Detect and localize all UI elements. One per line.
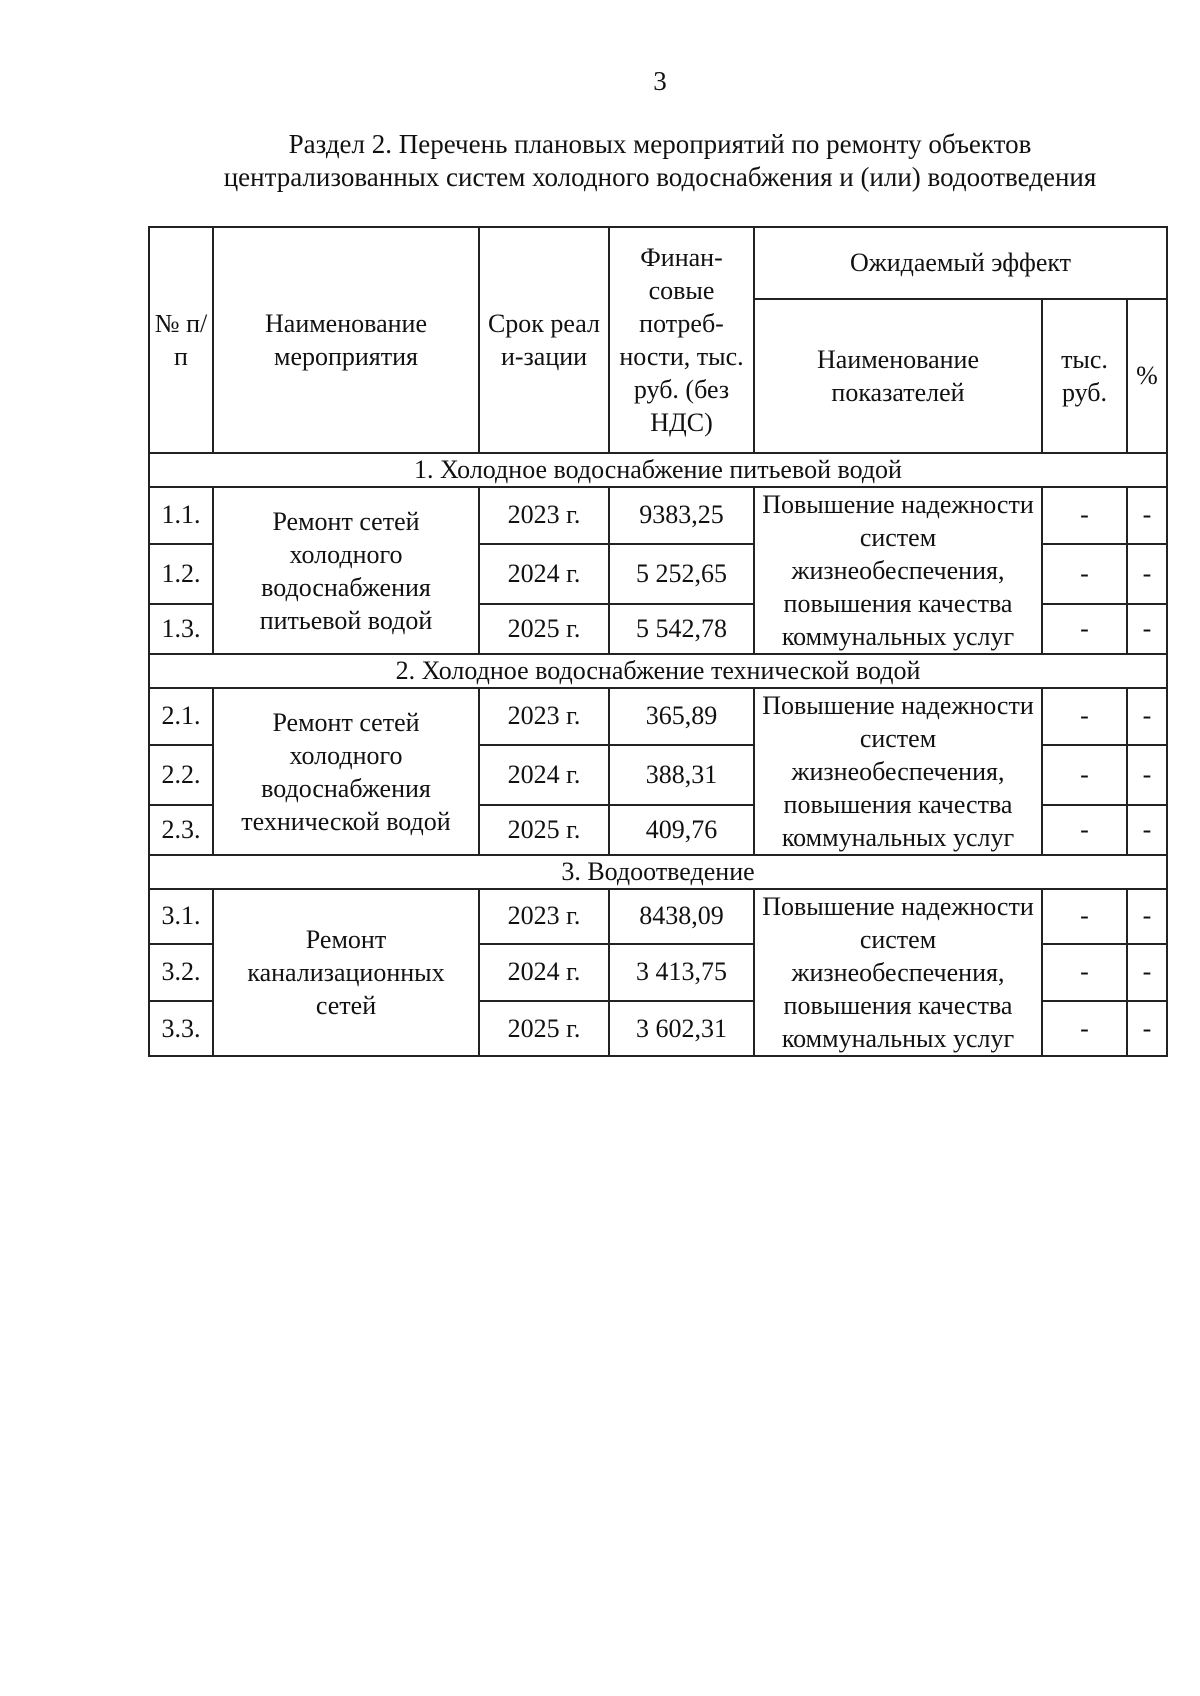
header-indicator-name: Наименование показателей <box>754 299 1042 453</box>
row-term: 2025 г. <box>479 1001 609 1056</box>
row-term: 2024 г. <box>479 944 609 1002</box>
header-percent: % <box>1127 299 1167 453</box>
section-title-line-1: Раздел 2. Перечень плановых мероприятий по ремонту объектов <box>288 129 1032 159</box>
row-term: 2025 г. <box>479 604 609 654</box>
row-finance: 3 602,31 <box>609 1001 754 1056</box>
table-row <box>149 688 1167 745</box>
measure-name-cell: Ремонт сетей холодного водоснабжения питьевой водой <box>213 487 479 654</box>
table-row <box>149 487 1167 544</box>
table-header-row <box>149 227 1167 299</box>
row-percent: - <box>1127 745 1167 805</box>
row-percent: - <box>1127 944 1167 1002</box>
row-finance: 5 542,78 <box>609 604 754 654</box>
row-thousand: - <box>1042 745 1127 805</box>
row-percent: - <box>1127 1001 1167 1056</box>
section-row <box>149 855 1167 889</box>
row-thousand: - <box>1042 944 1127 1002</box>
row-num: 3.3. <box>149 1001 213 1056</box>
row-num: 1.2. <box>149 544 213 604</box>
page-number: 3 <box>653 66 667 96</box>
table-row <box>149 889 1167 944</box>
row-term: 2025 г. <box>479 805 609 855</box>
row-num: 3.1. <box>149 889 213 944</box>
row-finance: 8438,09 <box>609 889 754 944</box>
row-percent: - <box>1127 805 1167 855</box>
row-thousand: - <box>1042 604 1127 654</box>
row-percent: - <box>1127 487 1167 544</box>
row-term: 2023 г. <box>479 688 609 745</box>
section-row <box>149 654 1167 688</box>
header-expected-effect: Ожидаемый эффект <box>754 227 1167 299</box>
effect-cell: Повышение надежности систем жизнеобеспечения, повышения качества коммунальных услуг <box>754 688 1042 855</box>
section-title <box>160 128 1160 194</box>
row-thousand: - <box>1042 487 1127 544</box>
row-num: 3.2. <box>149 944 213 1002</box>
row-finance: 5 252,65 <box>609 544 754 604</box>
header-term: Срок реали-зации <box>479 227 609 453</box>
row-num: 2.3. <box>149 805 213 855</box>
effect-cell: Повышение надежности систем жизнеобеспечения, повышения качества коммунальных услуг <box>754 889 1042 1056</box>
section-title-cell: 1. Холодное водоснабжение питьевой водой <box>149 453 1167 487</box>
row-finance: 9383,25 <box>609 487 754 544</box>
row-percent: - <box>1127 544 1167 604</box>
effect-cell: Повышение надежности систем жизнеобеспечения, повышения качества коммунальных услуг <box>754 487 1042 654</box>
row-num: 2.1. <box>149 688 213 745</box>
row-thousand: - <box>1042 1001 1127 1056</box>
header-finance: Финан-совые потреб-ности, тыс. руб. (без НДС) <box>609 227 754 453</box>
section-title-cell: 3. Водоотведение <box>149 855 1167 889</box>
row-percent: - <box>1127 889 1167 944</box>
row-thousand: - <box>1042 805 1127 855</box>
header-thousand-rub: тыс. руб. <box>1042 299 1127 453</box>
row-term: 2023 г. <box>479 889 609 944</box>
row-percent: - <box>1127 604 1167 654</box>
row-term: 2023 г. <box>479 487 609 544</box>
row-num: 2.2. <box>149 745 213 805</box>
row-num: 1.1. <box>149 487 213 544</box>
row-finance: 365,89 <box>609 688 754 745</box>
row-finance: 3 413,75 <box>609 944 754 1002</box>
row-term: 2024 г. <box>479 745 609 805</box>
row-num: 1.3. <box>149 604 213 654</box>
plan-table <box>148 226 1168 1057</box>
row-thousand: - <box>1042 889 1127 944</box>
section-row <box>149 453 1167 487</box>
header-measure-name: Наименование мероприятия <box>213 227 479 453</box>
row-thousand: - <box>1042 688 1127 745</box>
section-title-cell: 2. Холодное водоснабжение технической водой <box>149 654 1167 688</box>
row-finance: 409,76 <box>609 805 754 855</box>
section-title-line-2: централизованных систем холодного водоснабжения и (или) водоотведения <box>223 162 1097 192</box>
row-thousand: - <box>1042 544 1127 604</box>
measure-name-cell: Ремонт канализационных сетей <box>213 889 479 1056</box>
row-percent: - <box>1127 688 1167 745</box>
header-num: № п/п <box>149 227 213 453</box>
measure-name-cell: Ремонт сетей холодного водоснабжения технической водой <box>213 688 479 855</box>
row-term: 2024 г. <box>479 544 609 604</box>
row-finance: 388,31 <box>609 745 754 805</box>
